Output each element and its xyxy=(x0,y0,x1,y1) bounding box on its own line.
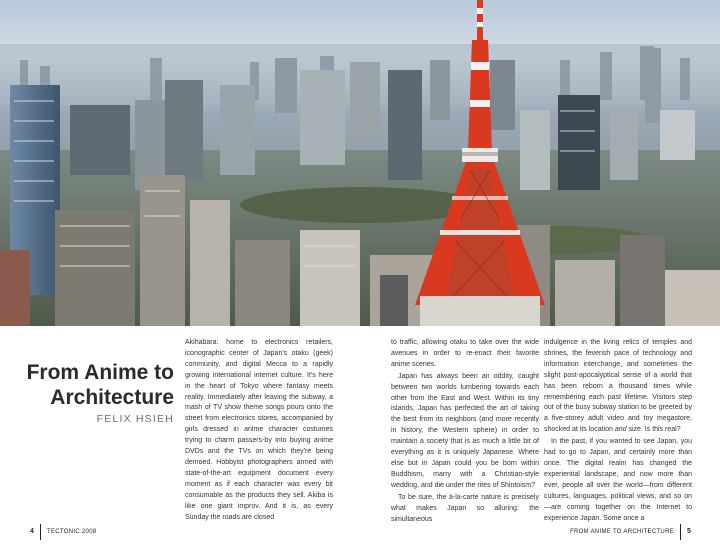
paragraph: Japan has always been an oddity, caught between two worlds lumbering towards each other from the East and West. Within its tiny islands, Japan has perfected the art of taking the best from its neighbors (and more recently in history, the Western sphere) in order to maintain a society that is as much a little bit of everything as it is uniquely Japanese. Where else but in Japan could you be born within Buddhism, marry with a Christian-style wedding, and die under the rites of Shintoism? xyxy=(391,372,539,489)
paragraph-text: indulgence in the living relics of temples and shrines, the feverish pace of technology and information interchange, and sometimes the slight post-apocalyptical sense of a world that has been reborn a thousand times while remembering each past lifetime. Visitors step out of the busy subway station to be greeted by a five-storey adult video and toy megastore, shocked at its location xyxy=(544,339,692,434)
text-column-2 xyxy=(391,338,539,526)
paragraph: Akihabara: home to electronics retailers, iconographic center of Japan's otaku (geek) community, and digital Mecca to a rapidly growing international internet culture. It's here in the heart of Tokyo where fantasy meets reality. Immediately after leaving the subway, a mash of TV show theme songs pours onto the street from electronics stores, accompanied by girls dressed in anime character costumes trying to charm passers-by into buying anime DVDs and the TVs on which they're being demoed. Hobbyist photographers armed with state-of-the-art equipment document every moment as if each character was every bit consumable as the products they sell. Akiba is like one giant improv. And it is, as every Sunday the roads are closed xyxy=(185,339,333,521)
paragraph: In the past, if you wanted to see Japan, you had to go to Japan, and certainly more than once. The digital realm has changed the experiential landscape, and now more than ever, people all over the world—from different cultures, languages, political views, and so on—are coming together on the Internet to experience Japan. Some once a xyxy=(544,438,692,522)
title-line-2: Architecture xyxy=(50,386,174,409)
author-byline: FELIX HSIEH xyxy=(96,413,174,425)
left-running-footer: TECTONIC 2008 xyxy=(47,529,97,535)
article-title xyxy=(14,360,174,410)
text-column-3 xyxy=(544,338,692,525)
right-running-footer: FROM ANIME TO ARCHITECTURE xyxy=(570,529,674,535)
right-page-number: 5 xyxy=(687,528,691,535)
emphasis-text: and xyxy=(614,426,627,434)
footer-rule-right xyxy=(680,524,681,540)
paragraph xyxy=(544,338,692,436)
paragraph: to traffic, allowing otaku to take over the wide avenues in order to re-enact their favorite anime scenes. xyxy=(391,339,539,368)
text-column-1 xyxy=(185,338,333,524)
paragraph: To be sure, the à-la-carte nature is precisely what makes Japan so alluring: the simultaneous xyxy=(391,493,539,523)
title-line-1: From Anime to xyxy=(26,361,174,384)
footer-rule-left xyxy=(40,524,41,540)
paragraph-text: size. Is this real? xyxy=(626,426,681,434)
left-page-number: 4 xyxy=(30,528,34,535)
